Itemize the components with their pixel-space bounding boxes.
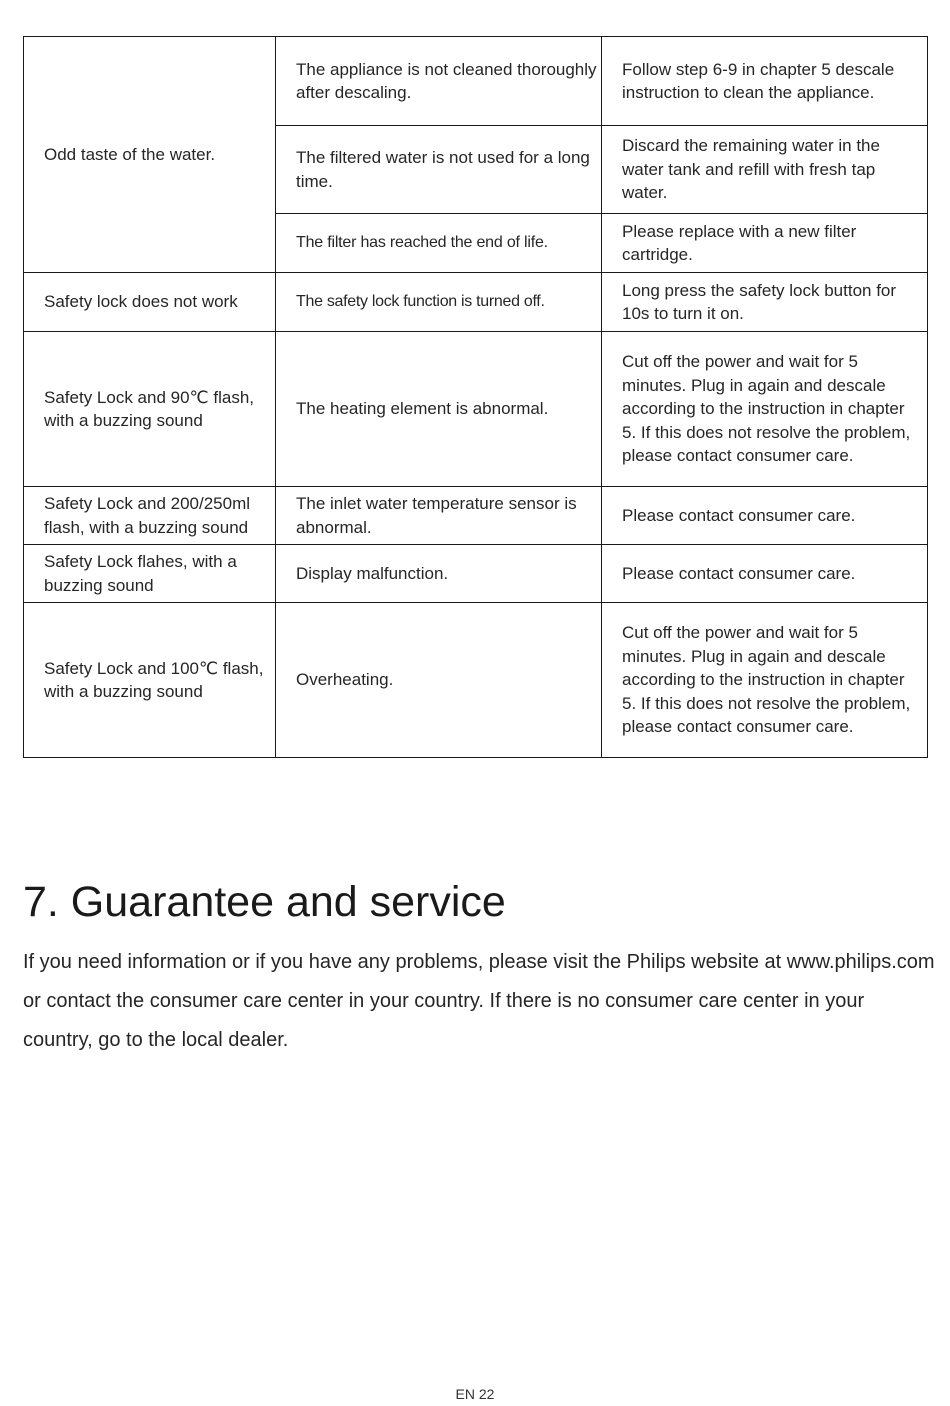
cause-cell: The heating element is abnormal. <box>276 332 602 487</box>
table-row <box>24 487 928 545</box>
cause-cell: Display malfunction. <box>276 545 602 603</box>
page-number: EN 22 <box>455 1386 495 1402</box>
solution-cell: Please replace with a new filter cartridge. <box>602 214 928 273</box>
section-body-text: If you need information or if you have any problems, please visit the Philips website at www.philips.com or contact the consumer care center in your country. If there is no consumer care center in your country, go to the local dealer. <box>23 951 935 1051</box>
solution-cell: Cut off the power and wait for 5 minutes. Plug in again and descale according to the instruction in chapter 5. If this does not resolve the problem, please contact consumer care. <box>602 603 928 758</box>
problem-cell: Safety Lock and 100℃ flash, with a buzzing sound <box>24 603 276 758</box>
problem-cell: Safety lock does not work <box>24 273 276 332</box>
solution-cell: Please contact consumer care. <box>602 487 928 545</box>
cause-cell: Overheating. <box>276 603 602 758</box>
table-row <box>24 273 928 332</box>
solution-cell: Follow step 6-9 in chapter 5 descale instruction to clean the appliance. <box>602 37 928 126</box>
table-row <box>24 332 928 487</box>
solution-cell: Long press the safety lock button for 10s to turn it on. <box>602 273 928 332</box>
cause-cell: The inlet water temperature sensor is abnormal. <box>276 487 602 545</box>
solution-cell: Discard the remaining water in the water tank and refill with fresh tap water. <box>602 126 928 214</box>
problem-cell: Safety Lock and 200/250ml flash, with a buzzing sound <box>24 487 276 545</box>
solution-cell: Please contact consumer care. <box>602 545 928 603</box>
table-row <box>24 37 928 126</box>
cause-cell: The filter has reached the end of life. <box>276 214 602 273</box>
problem-cell: Odd taste of the water. <box>24 37 276 273</box>
troubleshooting-table <box>23 36 928 758</box>
problem-cell: Safety Lock and 90℃ flash, with a buzzing sound <box>24 332 276 487</box>
section-heading: 7. Guarantee and service <box>23 878 506 926</box>
solution-cell: Cut off the power and wait for 5 minutes. Plug in again and descale according to the instruction in chapter 5. If this does not resolve the problem, please contact consumer care. <box>602 332 928 487</box>
cause-cell: The appliance is not cleaned thoroughly after descaling. <box>276 37 602 126</box>
table-row <box>24 603 928 758</box>
problem-cell: Safety Lock flahes, with a buzzing sound <box>24 545 276 603</box>
table-row <box>24 545 928 603</box>
cause-cell: The safety lock function is turned off. <box>276 273 602 332</box>
cause-cell: The filtered water is not used for a long time. <box>276 126 602 214</box>
